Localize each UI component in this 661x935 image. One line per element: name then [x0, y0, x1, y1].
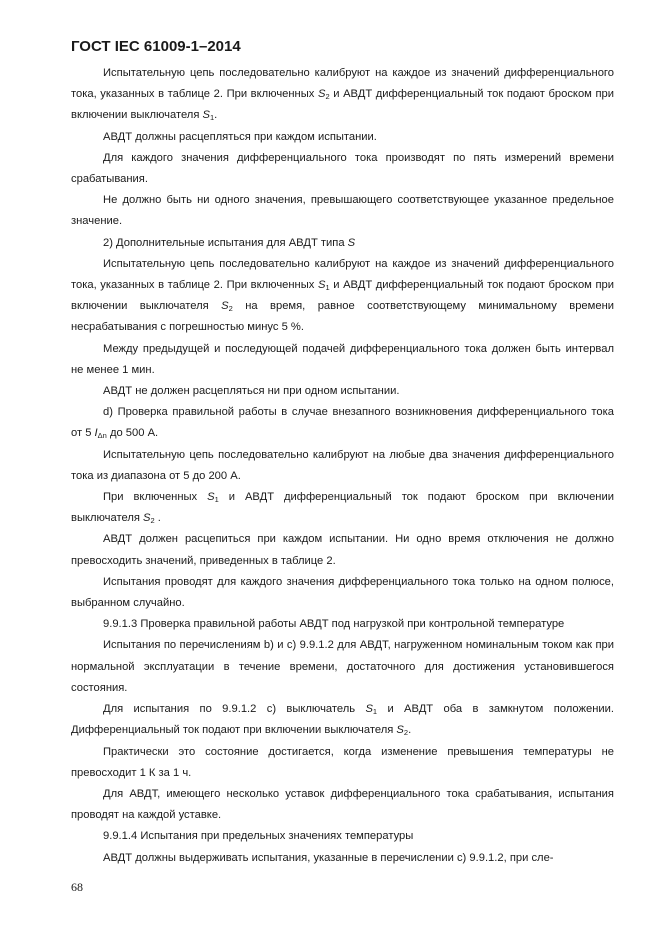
- text-run: Испытательную цепь последовательно калибруют на каждое из значений дифференциального тока, указанных в таблице 2. При включенных: [71, 67, 614, 101]
- paragraph: [71, 233, 614, 254]
- text-run: S: [317, 88, 326, 101]
- text-run: Испытательную цепь последовательно калибруют на каждое из значений дифференциального тока, указанных в таблице 2. При включенных: [71, 257, 614, 292]
- text-run: и АВДТ оба в замкнутом положении. Дифференциальный ток подают при включении выключателя: [71, 703, 614, 737]
- page-number: 68: [71, 880, 83, 894]
- text-run: S: [396, 724, 404, 737]
- text-run: 2: [228, 304, 233, 314]
- text-run: S: [365, 703, 373, 716]
- text-run: При включенных: [103, 491, 208, 504]
- text-run: 2) Дополнительные испытания для АВДТ типа: [103, 236, 348, 249]
- text-run: Δn: [97, 431, 107, 441]
- paragraph: [71, 254, 614, 339]
- paragraph: [71, 487, 614, 529]
- text-run: .: [214, 109, 218, 122]
- text-run: 9.9.1.3 Проверка правильной работы АВДТ под нагрузкой при контрольной температуре: [103, 618, 565, 631]
- paragraph: [71, 742, 614, 784]
- text-run: Для испытания по 9.9.1.2 с) выключатель: [103, 703, 366, 716]
- document-body: [71, 63, 614, 869]
- text-run: I: [94, 427, 98, 440]
- paragraph: [71, 402, 614, 444]
- text-run: 1: [214, 495, 219, 505]
- text-run: АВДТ должны выдерживать испытания, указанные в перечислении с) 9.9.1.2, при сле-: [103, 851, 554, 864]
- paragraph: [71, 826, 614, 847]
- text-run: 2: [150, 516, 155, 526]
- text-run: 1: [325, 283, 330, 293]
- paragraph: [71, 445, 614, 487]
- paragraph: [71, 572, 614, 614]
- text-run: Испытания по перечислениям b) и c) 9.9.1.2 для АВДТ, нагруженном номинальным током как при нормальной эксплуатации в течение времени, достаточного для достижения установившегося состояния.: [71, 639, 614, 694]
- paragraph: [71, 63, 614, 127]
- text-run: Между предыдущей и последующей подачей дифференциального тока должен быть интервал не менее 1 мин.: [71, 342, 614, 376]
- paragraph: [71, 699, 614, 741]
- text-run: S: [143, 512, 151, 525]
- paragraph: [71, 614, 614, 635]
- text-run: 2: [325, 92, 330, 102]
- paragraph: [71, 190, 614, 232]
- paragraph: [71, 381, 614, 402]
- text-run: Не должно быть ни одного значения, превышающего соответствующее указанное предельное значение.: [71, 194, 614, 228]
- text-run: 1: [209, 113, 215, 123]
- document-header: ГОСТ IEC 61009-1–2014: [71, 38, 241, 55]
- text-run: 1: [372, 707, 378, 717]
- text-run: на время, равное соответствующему минимальному времени несрабатывания с погрешностью минус 5 %.: [71, 300, 614, 334]
- text-run: .: [408, 724, 412, 737]
- paragraph: [71, 339, 614, 381]
- text-run: 2: [403, 728, 409, 738]
- text-run: Практически это состояние достигается, когда изменение превышения температуры не превосходит 1 К за 1 ч.: [71, 745, 614, 779]
- text-run: S: [207, 491, 215, 504]
- paragraph: [71, 529, 614, 571]
- text-run: S: [317, 279, 326, 292]
- text-run: и АВДТ дифференциальный ток подают броском при включении выключателя: [71, 491, 614, 525]
- paragraph: [71, 127, 614, 148]
- text-run: S: [202, 109, 210, 122]
- text-run: Испытания проводят для каждого значения дифференциального тока только на одном полюсе, выбранном случайно.: [71, 575, 614, 610]
- text-run: S: [221, 300, 229, 313]
- text-run: .: [154, 512, 161, 525]
- text-run: Для АВДТ, имеющего несколько уставок дифференциального тока срабатывания, испытания проводят на каждой уставке.: [71, 787, 614, 822]
- paragraph: [71, 148, 614, 190]
- paragraph: [71, 848, 614, 869]
- text-run: S: [347, 236, 356, 249]
- text-run: и АВДТ дифференциальный ток подают броском при включении выключателя: [71, 88, 614, 122]
- paragraph: [71, 784, 614, 826]
- text-run: d) Проверка правильной работы в случае внезапного возникновения дифференциального тока от 5: [71, 406, 614, 440]
- text-run: 9.9.1.4 Испытания при предельных значениях температуры: [103, 830, 414, 843]
- text-run: Испытательную цепь последовательно калибруют на любые два значения дифференциального тока из диапазона от 5 до 200 А.: [71, 448, 614, 482]
- text-run: Для каждого значения дифференциального тока производят по пять измерений времени срабатывания.: [71, 151, 614, 186]
- paragraph: [71, 635, 614, 699]
- text-run: и АВДТ дифференциальный ток подают броском при включении выключателя: [71, 279, 614, 313]
- text-run: АВДТ должен расцепиться при каждом испытании. Ни одно время отключения не должно превосходить значений, приведенных в таблице 2.: [71, 533, 614, 567]
- text-run: АВДТ должны расцепляться при каждом испытании.: [103, 130, 377, 143]
- text-run: АВДТ не должен расцепляться ни при одном испытании.: [103, 385, 400, 398]
- text-run: до 500 А.: [106, 427, 159, 440]
